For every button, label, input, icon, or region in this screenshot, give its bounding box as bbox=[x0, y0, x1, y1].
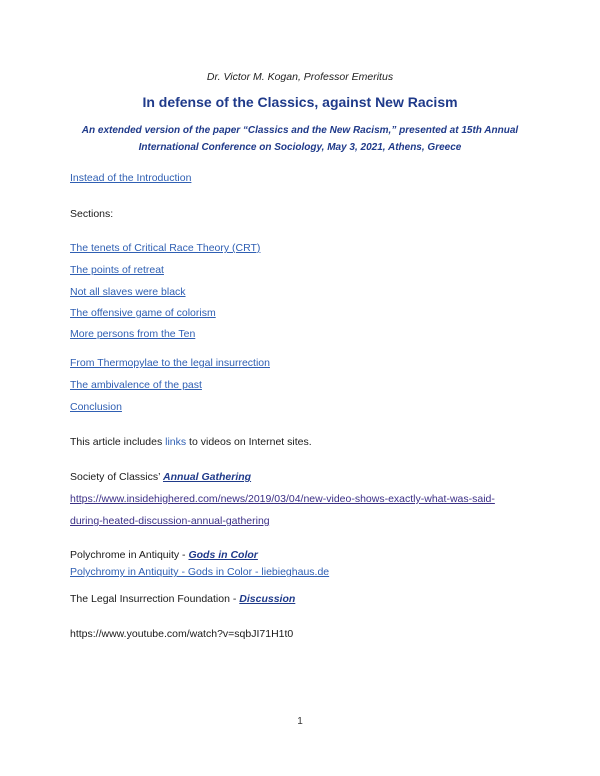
intro-link[interactable]: Instead of the Introduction bbox=[70, 172, 192, 184]
poly-label: Polychrome in Antiquity - bbox=[70, 549, 189, 561]
society-url-line-1[interactable]: https://www.insidehighered.com/news/2019/03/04/new-video-shows-exactly-what-was-said- bbox=[70, 493, 495, 505]
article-note-after: to videos on Internet sites. bbox=[186, 436, 312, 448]
section-link-thermopylae[interactable]: From Thermopylae to the legal insurrection bbox=[70, 357, 270, 369]
section-link-ten[interactable]: More persons from the Ten bbox=[70, 328, 196, 340]
discussion-link[interactable]: Discussion bbox=[239, 593, 296, 605]
article-note bbox=[70, 436, 312, 448]
page-number: 1 bbox=[297, 716, 303, 727]
annual-gathering-link[interactable]: Annual Gathering bbox=[162, 471, 252, 483]
society-label: Society of Classics’ bbox=[70, 471, 163, 483]
subtitle-line-2: International Conference on Sociology, May 3, 2021, Athens, Greece bbox=[138, 142, 462, 153]
subtitle-line-1: An extended version of the paper “Classics and the New Racism,” presented at 15th Annual bbox=[81, 125, 519, 136]
document-title: In defense of the Classics, against New Racism bbox=[142, 94, 458, 110]
author-line: Dr. Victor M. Kogan, Professor Emeritus bbox=[206, 71, 394, 83]
section-link-conclusion[interactable]: Conclusion bbox=[70, 401, 122, 413]
legal-label: The Legal Insurrection Foundation - bbox=[70, 593, 240, 605]
section-link-colorism[interactable]: The offensive game of colorism bbox=[70, 307, 216, 319]
videos-link[interactable]: links bbox=[165, 436, 187, 448]
sections-label: Sections: bbox=[70, 208, 114, 220]
youtube-url: https://www.youtube.com/watch?v=sqbJI71H1t0 bbox=[70, 628, 294, 640]
society-ref bbox=[70, 471, 251, 483]
gods-in-color-link[interactable]: Gods in Color bbox=[188, 549, 258, 561]
section-link-slaves[interactable]: Not all slaves were black bbox=[70, 286, 186, 298]
polychromy-url-link[interactable]: Polychromy in Antiquity - Gods in Color - liebieghaus.de bbox=[70, 566, 330, 578]
poly-ref bbox=[70, 549, 258, 561]
legal-ref bbox=[70, 593, 295, 605]
section-link-ambivalence[interactable]: The ambivalence of the past bbox=[70, 379, 202, 391]
section-link-retreat[interactable]: The points of retreat bbox=[70, 264, 164, 276]
society-url-line-2[interactable]: during-heated-discussion-annual-gathering bbox=[70, 515, 270, 527]
article-note-before: This article includes bbox=[70, 436, 166, 448]
section-link-crt[interactable]: The tenets of Critical Race Theory (CRT) bbox=[70, 242, 261, 254]
